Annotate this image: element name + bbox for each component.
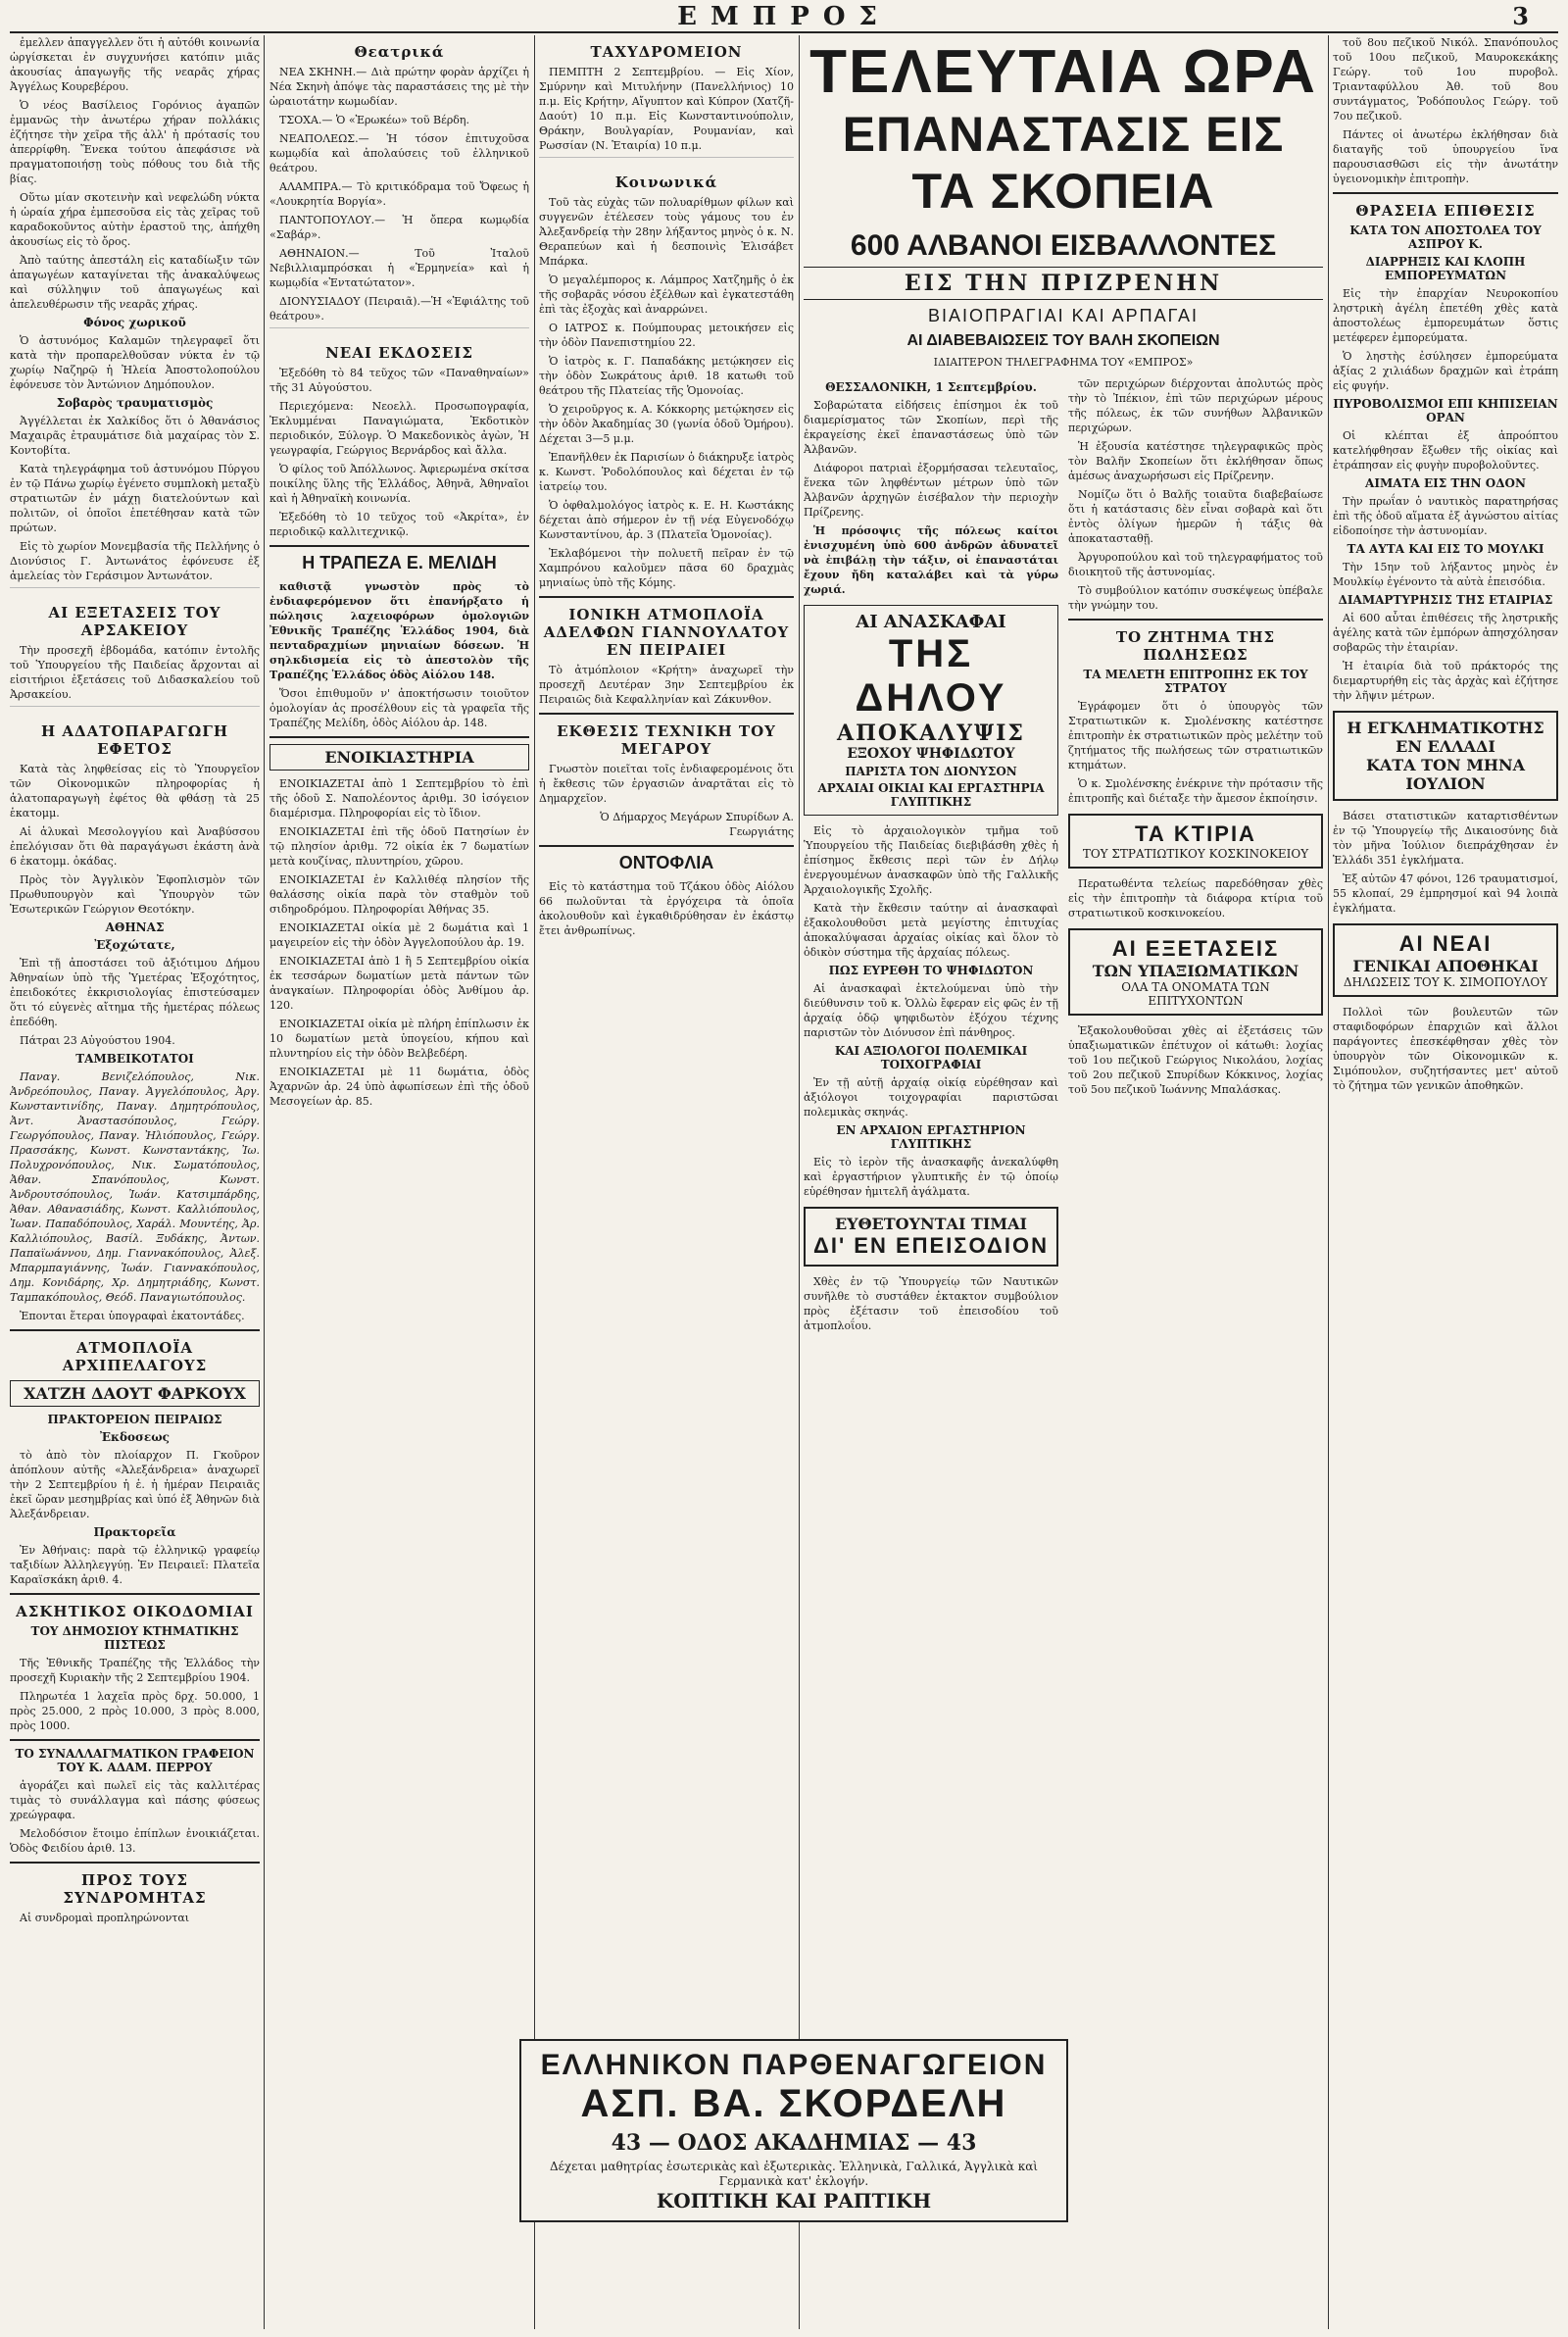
column-1 (10, 35, 260, 2329)
divider (539, 157, 794, 166)
exams-subheading: ΟΛΑ ΤΑ ΟΝΟΜΑΤΑ ΤΩΝ ΕΠΙΤΥΧΟΝΤΩΝ (1121, 980, 1270, 1008)
rental-ad: ΕΝΟΙΚΙΑΖΕΤΑΙ ἀπὸ 1 Σεπτεμβρίου τὸ ἐπὶ τῆς ὁδοῦ Σ. Ναπολέοντος ἀριθμ. 30 ἰσόγειον διαμέρισμα. Πληροφορίαι εἰς τὸ ἴδιον. (270, 777, 529, 820)
school-ad-text: Δέχεται μαθητρίας ἐσωτερικὰς καὶ ἐξωτερικὰς. Ἑλληνικὰ, Γαλλικά, Ἀγγλικὰ καὶ Γερμανικὰ κατ' ἐκλογήν. (549, 2160, 1039, 2188)
article-text: Κατὰ τηλεγράφημα τοῦ ἀστυνόμου Πύργου ἐν τῷ Πάνω χωρίῳ ἐγένετο συμπλοκὴ μεταξὺ στρατιωτῶν ἐν μάχῃ διατελούντων καὶ πολιτῶν, οἱ ὁποῖοι ἐπετέθησαν κατὰ τῶν πρώτων. (10, 463, 260, 534)
rental-ad: ΕΝΟΙΚΙΑΖΕΤΑΙ μὲ 11 δωμάτια, ὁδὸς Ἀχαρνῶν ἀρ. 24 ὑπὸ ἀφωπίσεων ἐπὶ τῆς ὁδοῦ Μεσογείων ἀρ. 85. (270, 1066, 529, 1108)
article-heading: ΤΑ ΑΥΤΑ ΚΑΙ ΕΙΣ ΤΟ ΜΟΥΛΚΙ (1347, 542, 1544, 556)
article-text: Ὁ χειροῦργος κ. Α. Κόκκορης μετῴκησεν εἰς τὴν ὁδὸν Ἀκαδημίας 30 (γωνία ὁδοῦ Ὁμήρου). Δέχεται 3—5 μ.μ. (539, 403, 794, 445)
page-number: 3 (1512, 2, 1529, 30)
article-text: Τοῦ τὰς εὐχὰς τῶν πολυαρίθμων φίλων καὶ συγγενῶν ἐτέλεσεν τοὺς γάμους του ἐν Ἀλεξανδρείᾳ τὴν 28ην λήξαντος μηνὸς ὁ κ. Ν. Θεραπεύων καὶ ἡ δεσποινὶς Ἑλισάβετ Μπάρκα. (539, 196, 794, 268)
rentals-heading: ΕΝΟΙΚΙΑΣΤΗΡΙΑ (270, 744, 529, 771)
article-text: Ὁ μεγαλέμπορος κ. Λάμπρος Χατζημῆς ὁ ἐκ τῆς σοβαρᾶς νόσου ἐξέλθων καὶ ἐγκατεστάθη ἐπὶ τὰς ἐξοχὰς καὶ ἀναρρώνει. (539, 273, 794, 316)
article-text: Ὁ ληστὴς ἐσύλησεν ἐμπορεύματα ἀξίας 2 χιλιάδων δραχμῶν καὶ ἐτράπη εἰς φυγήν. (1333, 350, 1558, 392)
article-text: Ἐν τῇ αὐτῇ ἀρχαίᾳ οἰκίᾳ εὑρέθησαν καὶ ἀξιόλογοι τοιχογραφίαι παριστῶσαι πολεμικὰς σκηνάς. (804, 1076, 1058, 1119)
article-text: Βάσει στατιστικῶν καταρτισθέντων ἐν τῷ Ὑπουργείῳ τῆς Δικαιοσύνης διὰ τὸν μῆνα Ἰούλιον διεπράχθησαν ἐν Ἑλλάδι 351 ἐγκλήματα. (1333, 810, 1558, 867)
delos-heading-6: ΑΡΧΑΙΑΙ ΟΙΚΙΑΙ ΚΑΙ ΕΡΓΑΣΤΗΡΙΑ ΓΛΥΠΤΙΚΗΣ (817, 781, 1045, 809)
signatory-list: Παναγ. Βενιζελόπουλος, Νικ. Ἀνδρεόπουλος, Παναγ. Ἀγγελόπουλος, Ἀργ. Κωνσταντινίδης, Παναγ. Δημητρόπουλος, Ἀντ. Ἀναστασόπουλος, Γεώργ. Γεωργόπουλος, Παναγ. Ἠλιόπουλος, Γεώργ. Πρασσάκης, Κωνστ. Κωνσταντάκης, Ἰω. Πολυχρονόπουλος, Νικ. Σωματόπουλος, Ἀθαν. Σπανόπουλος, Κωνστ. Ἀνδρουτσόπουλος, Ἰωάν. Κατσιμπάρδης, Ἀθαν. Αθανασιάδης, Κωνστ. Καλλιόπουλος, Ἰωαν. Παπαδόπουλος, Χαράλ. Μουντέης, Ἀρ. Καλλιόπουλος, Βασίλ. Ξυδάκης, Ἀντων. Παπαϊωάννου, Δημ. Γιαννακόπουλος, Ἀλεξ. Μπαρμπαγιάννης, Ἰωάν. Γιαννακόπουλος, Δημ. Κονιδάρης, Χρ. Δημητριάδης, Κωνστ. Ταμπακόπουλος, Θεόδ. Παναγιωτόπουλος. (10, 1070, 260, 1304)
warehouses-heading: ΑΙ ΝΕΑΙ (1398, 931, 1493, 956)
divider (539, 845, 794, 847)
exams-heading-2: ΤΩΝ ΥΠΑΞΙΩΜΑΤΙΚΩΝ (1092, 962, 1299, 980)
ad-subheading: ΠΡΑΚΤΟΡΕΙΟΝ ΠΕΙΡΑΙΩΣ (47, 1413, 222, 1426)
ad-text: καθιστᾷ γνωστὸν πρὸς τὸ ἐνδιαφερόμενον ὅτι ἐπανήρξατο ἡ πώλησις λαχειοφόρων ὁμολογιῶν Ἐθνικῆς Τραπέζης Ἑλλάδος 1904, διὰ πενταδραχμίων μηνιαίων δόσεων. Ἡ σηλκδισμεία εἰς τὸ ἀπεστολὸν τῆς Τραπέζης Ἑλλάδος ὁδὸς Αἰόλου 148. (270, 580, 529, 681)
section-heading-post: ΤΑΧΥΔΡΟΜΕΙΟΝ (590, 43, 743, 61)
ad-text: Ὅσοι ἐπιθυμοῦν ν' ἀποκτήσωσιν τοιοῦτον ὁμολογίαν ἀς προσέλθουν εἰς τὰ γραφεῖα τῆς Τραπέζης Μελίδη, ὁδὸς Αἰόλου ἀρ. 148. (270, 687, 529, 729)
article-heading: ΔΙΑΜΑΡΤΥΡΗΣΙΣ ΤΗΣ ΕΤΑΙΡΙΑΣ (1338, 593, 1553, 607)
rental-ad: ΕΝΟΙΚΙΑΖΕΤΑΙ ἀπὸ 1 ἢ 5 Σεπτεμβρίου οἰκία ἐκ τεσσάρων δωματίων μετὰ πάντων τῶν ἀναγκαίων. Πληροφορίαι ὁδὸς Ἀνθίμου ἀρ. 120. (270, 955, 529, 1012)
lead-subheadline-3: ΒΙΑΙΟΠΡΑΓΙΑΙ ΚΑΙ ΑΡΠΑΓΑΙ (928, 306, 1199, 325)
article-subheading: ΤΑ ΜΕΛΕΤΗ ΕΠΙΤΡΟΠΗΣ ΕΚ ΤΟΥ ΣΤΡΑΤΟΥ (1083, 668, 1308, 695)
article-text: Αἱ ἀνασκαφαὶ ἐκτελούμεναι ὑπὸ τὴν διεύθυνσιν τοῦ κ. Ὁλλὼ ἔφεραν εἰς φῶς ἐν τῇ ἀρχαίᾳ ὁδῷ ψηφιδωτὸν ἐξόχου τέχνης παριστῶν τὸν Διόνυσον ἐπὶ πάνθηρος. (804, 982, 1058, 1039)
article-text: Ἐξεδόθη τὸ 84 τεῦχος τῶν «Παναθηναίων» τῆς 31 Αὐγούστου. (270, 367, 529, 394)
column-rule (534, 35, 535, 2329)
lead-headline-2: ΕΠΑΝΑΣΤΑΣΙΣ ΕΙΣ ΤΑ ΣΚΟΠΕΙΑ (842, 107, 1285, 219)
divider (10, 587, 260, 596)
article-heading: ΠΥΡΟΒΟΛΙΣΜΟΙ ΕΠΙ ΚΗΠΙΣΕΙΑΝ ΟΡΑΝ (1333, 397, 1558, 424)
article-text: ΤΣΟΧΑ.— Ὁ «Ἐρωκέω» τοῦ Βέρδη. (279, 114, 470, 126)
buildings-subheading: ΤΟΥ ΣΤΡΑΤΙΩΤΙΚΟΥ ΚΟΣΚΙΝΟΚΕΙΟΥ (1082, 847, 1309, 861)
ad-heading: ΠΡΟΣ ΤΟΥΣ ΣΥΝΔΡΟΜΗΤΑΣ (63, 1871, 207, 1907)
bank-ad-heading: Η ΤΡΑΠΕΖΑ Ε. ΜΕΛΙΔΗ (302, 553, 497, 572)
ad-heading: ΧΑΤΖΗ ΔΑΟΥΤ ΦΑΡΚΟΥΧ (10, 1380, 260, 1407)
article-heading: Η ΑΔΑΤΟΠΑΡΑΓΩΓΗ ΕΦΕΤΟΣ (40, 722, 229, 758)
divider (10, 1329, 260, 1331)
sub-column-right (1068, 376, 1323, 1337)
article-heading: ΕΝ ΑΡΧΑΙΟΝ ΕΡΓΑΣΤΗΡΙΟΝ ΓΛΥΠΤΙΚΗΣ (836, 1123, 1026, 1151)
newspaper-title: ΕΜΠΡΟΣ (677, 2, 891, 31)
article-text: Πρὸς τὸν Ἀγγλικὸν Ἐφοπλισμὸν τῶν Πρωθυπουργὸν καὶ Ὑπουργὸν τῶν Ἐσωτερικῶν Γεώργιον Θεοτόκην. (10, 873, 260, 916)
article-text: Ἡ ἐξουσία κατέστησε τηλεγραφικῶς πρὸς τὸν Βαλῆν Σκοπείων ὅτι ἐκλήθησαν ὅπως ἀμέσως ἀναχωρήσωσι εἰς Πρίζρενην. (1068, 440, 1323, 482)
ad-heading: ΙΟΝΙΚΗ ΑΤΜΟΠΛΟΪΑ ΑΔΕΛΦΩΝ ΓΙΑΝΝΟΥΛΑΤΟΥ ΕΝ ΠΕΙΡΑΙΕΙ (543, 606, 790, 659)
ad-heading: ΕΚΘΕΣΙΣ ΤΕΧΝΙΚΗ ΤΟΥ ΜΕΓΑΡΟΥ (557, 722, 776, 758)
article-text: Ὁ ὀφθαλμολόγος ἰατρὸς κ. Ε. Η. Κωστάκης δέχεται ἀπὸ σήμερον ἐν τῇ νέᾳ Εὐγενοδόχῳ Κωνσταντίνου, ἀρ. 3 (Πλατεῖα Ὁμονοίας). (539, 499, 794, 541)
article-text: Ο ΙΑΤΡΟΣ κ. Πούμπουρας μετοικήσεν εἰς τὴν ὁδὸν Πανεπιστημίου 22. (539, 322, 794, 349)
article-text: ΠΕΜΠΤΗ 2 Σεπτεμβρίου. — Εἰς Χίον, Σμύρνην καὶ Μιτυλήνην (Πανελλήνιος) 10 π.μ. Εἰς Κρήτην, Αἴγυπτον καὶ Κύπρον (Χατζῆ-Δαούτ) 10 π.μ. Εἰς Κωνσταντινούπολιν, Θράκην, Βουλγαρίαν, Ρουμανίαν, καὶ Ρωσσίαν (Ν. Ἑταιρία) 10 π.μ. (539, 66, 794, 152)
divider (10, 1739, 260, 1741)
article-text: Οὕτω μίαν σκοτεινὴν καὶ νεφελώδη νύκτα ἡ ὡραία χήρα ἐμπεσοῦσα εἰς τὰς χεῖρας τοῦ καραδοκοῦντος αὐτὴν ἐραστοῦ της, ἀπήχθη ἀκουσίως εἰς τὸ ὄρος. (10, 191, 260, 248)
article-text: Ἐξακολουθοῦσαι χθὲς αἱ ἐξετάσεις τῶν ὑπαξιωματικῶν ἐπέτυχον οἱ κάτωθι: λοχίας τοῦ 1ου πεζικοῦ Γεώργιος Νικολάου, λοχίας τοῦ 2ου πεζικοῦ Σπυρίδων Κόκκινος, λοχίας τοῦ 5ου πεζικοῦ Ἰωάννης Μπαλάσκας. (1068, 1024, 1323, 1096)
article-text: τῶν περιχώρων διέρχονται ἀπολυτώς πρὸς τὴν τὸ Ἰπέκιον, ἐπὶ τῶν περιχώρων μέρους τῆς πόλεως, ἐκ τῶν συνήθων Ἀλβανικῶν περιχώρων. (1068, 377, 1323, 434)
delos-heading-3: ΑΠΟΚΑΛΥΨΙΣ (837, 721, 1025, 746)
article-text: Πολλοὶ τῶν βουλευτῶν τῶν σταφιδοφόρων ἐπαρχιῶν καὶ ἄλλοι παράγοντες ἐπεσκέφθησαν χθὲς τὸν ὑπουργὸν τῶν Οἰκονομικῶν κ. Σιμόπουλον, συζητήσαντες μετ' αὐτοῦ τὸ ζήτημα τῶν γενικῶν ἀποθηκῶν. (1333, 1006, 1558, 1092)
column-4 (804, 35, 1323, 2329)
article-text: Πάντες οἱ ἀνωτέρω ἐκλήθησαν διὰ διαταγῆς τοῦ ὑπουργείου ἵνα παρουσιασθῶσι εἰς τὴν ἀνωτάτην ὑγειονομικὴν ἐπιτροπὴν. (1333, 128, 1558, 185)
article-text: Ὁ νέος Βασίλειος Γορόνιος ἀγαπῶν ἐμμανῶς τὴν ἀνωτέρω χήραν πολλάκις ἐζήτησε τὴν χεῖρα τῆς ἀλλ' ἡ πρότασίς του ἀπερρίφθη. Ἕνεκα τούτου ἀπεφάσισε νὰ πραγματοποιήσῃ τοὺς πόθους του διὰ τῆς βίας. (10, 99, 260, 185)
divider (10, 706, 260, 715)
divider (539, 713, 794, 715)
article-text: Τὴν πρωΐαν ὁ ναυτικὸς παρατηρήσας ἐπὶ τῆς ὁδοῦ αἵματα ἐξ ἀγνώστου αἰτίας εἰδοποίησε τὴν ἀστυνομίαν. (1333, 495, 1558, 537)
section-heading-social: Κοινωνικά (614, 174, 718, 191)
article-text: Χθὲς ἐν τῷ Ὑπουργείῳ τῶν Ναυτικῶν συνῆλθε τὸ συστάθεν ἐκτακτον συμβούλιον πρὸς ἐξέτασιν τοῦ ἐπεισοδίου τοῦ ἀτμοπλοΐου. (804, 1275, 1058, 1332)
article-text: Ὁ κ. Σμολένσκης ἐνέκρινε τὴν πρότασιν τῆς ἐπιτροπῆς καὶ διέταξε τὴν ἄμεσον ἐκποίησιν. (1068, 777, 1323, 805)
article-text: Ὁ ἀστυνόμος Καλαμῶν τηλεγραφεῖ ὅτι κατὰ τὴν προπαρελθοῦσαν νύκτα ἐν τῷ χωρίῳ Ναζηρῷ ἡ Ἠλεία Ἀποστολοπούλου ἐφόνευσε τὸν Ἀντώνιον Δημόπουλον. (10, 334, 260, 391)
column-rule (799, 35, 800, 2329)
article-text: ΝΕΑ ΣΚΗΝΗ.— Διὰ πρώτην φορὰν ἀρχίζει ἡ Νέα Σκηνὴ ἀπόψε τὰς παραστάσεις της μὲ τὴν ὡραιοτάτην κωμωδίαν. (270, 66, 529, 108)
school-ad-footer: ΚΟΠΤΙΚΗ ΚΑΙ ΡΑΠΤΙΚΗ (656, 2189, 932, 2213)
article-subheading: Ἐξοχώτατε, (94, 938, 175, 952)
article-text: Διάφοροι πατριαὶ ἐξορμήσασαι τελευταῖος, ἕνεκα τῶν ληφθέντων μέτρων ὑπὸ τῶν Ἀλβανῶν ἀρχηγῶν ἐισέβαλον τὴν περιοχὴν Πρίζρενης. (804, 462, 1058, 519)
article-text: Ὁ φίλος τοῦ Ἀπόλλωνος. Ἀφιερωμένα σκίτσα ποικίλης ὕλης τῆς Ἑλλάδος, Ἀθηνᾶ, Ἀθηναῖοι καὶ ἡ Ἀθηναϊκὴ κοινωνία. (270, 463, 529, 505)
crime-heading: Η ΕΓΚΛΗΜΑΤΙΚΟΤΗΣ ΕΝ ΕΛΛΑΔΙ (1347, 719, 1544, 756)
ad-text: Τὸ ἀτμόπλοιον «Κρήτη» ἀναχωρεῖ τὴν προσεχῆ Δευτέραν 3ην Σεπτεμβρίου ἐκ Πειραιῶς διὰ Κεφαλληνίαν καὶ Ζάκυνθον. (539, 664, 794, 706)
exams-heading: ΑΙ ΕΞΕΤΑΣΕΙΣ (1111, 936, 1280, 961)
column-5 (1333, 35, 1558, 2329)
article-text: Τὴν 15ην τοῦ λήξαντος μηνὸς ἐν Μουλκίῳ ἐγένοντο τὰ αὐτὰ ἐπεισόδια. (1333, 561, 1558, 588)
divider (539, 596, 794, 598)
rental-ad: ΕΝΟΙΚΙΑΖΕΤΑΙ οἰκία μὲ 2 δωμάτια καὶ 1 μαγειρείον εἰς τὴν ὁδὸν Ἀγγελοπούλου ἀρ. 19. (270, 921, 529, 949)
ad-text: ἀγοράζει καὶ πωλεῖ εἰς τὰς καλλιτέρας τιμὰς τὸ συνάλλαγμα καὶ πάσης φύσεως χρεώγραφα. (10, 1779, 260, 1821)
ad-heading: ΟΝΤΟΦΛΙΑ (618, 853, 714, 872)
sub-column-left (804, 376, 1058, 1337)
article-text: Ἀγγέλλεται ἐκ Χαλκίδος ὅτι ὁ Ἀθανάσιος Μαχαιρᾶς ἐτραυμάτισε διὰ μαχαίρας τὸν Σ. Κοντοβίτα. (10, 415, 260, 457)
article-text: Ἐκλαβόμενοι τὴν πολυετῆ πεῖραν ἐν τῷ Χαμπρόνου καλοῦμεν πᾶσα 60 δραχμὰς μηνιαίως ὑπὸ τῆς Κόμης. (539, 547, 794, 589)
article-heading: ΑΘΗΝΑΣ (105, 920, 165, 934)
ad-text: Εἰς τὸ κατάστημα τοῦ Τζάκου ὁδὸς Αἰόλου 66 πωλοῦνται τὰ ἐργόχειρα τὰ ὁποῖα ἀκολουθοῦν καὶ ἐγκαθιδρύθησαν ἐν ἑκάστῳ ἔτει ἀνθρωπίνως. (539, 880, 794, 937)
episode-story-header (804, 1207, 1058, 1267)
article-text: Οἱ κλέπται ἐξ ἀπροόπτου κατελήφθησαν ἔξωθεν τῆς οἰκίας καὶ ἐτράπησαν εἰς φυγὴν πυροβολοῦντες. (1333, 429, 1558, 472)
article-heading: Φόνος χωρικοῦ (83, 316, 186, 329)
rental-ad: ΕΝΟΙΚΙΑΖΕΤΑΙ ἐν Καλλιθέᾳ πλησίον τῆς θαλάσσης οἰκία παρὰ τὸν σταθμὸν τοῦ σιδηροδρόμου. Πληροφορίαι Ἀθήνας 35. (270, 873, 529, 916)
article-text: Ὁ ἰατρὸς κ. Γ. Παπαδάκης μετῴκησεν εἰς τὴν ὁδὸν Σωκράτους ἀριθ. 18 κατωθι τοῦ θεάτρου τῆς Πλατείας τῆς Ὁμονοίας. (539, 355, 794, 397)
delos-heading-4: ΕΞΟΧΟΥ ΨΗΦΙΔΩΤΟΥ (847, 746, 1015, 762)
lead-story-body (804, 376, 1323, 1337)
newspaper-page (10, 0, 1558, 2337)
masthead (10, 0, 1558, 33)
rental-ad: ΕΝΟΙΚΙΑΖΕΤΑΙ ἐπὶ τῆς ὁδοῦ Πατησίων ἐν τῷ πλησίον ἀριθμ. 72 οἰκία ἐκ 7 δωματίων μετὰ κουζίνας, πλυντηρίου, χῶρου. (270, 825, 529, 868)
article-text: Αἱ ἁλυκαὶ Μεσολογγίου καὶ Ἀναβύσσου ἐπελόγισαν ὅτι θὰ παραγάγωσι ἑκάστη ἀνὰ 6 ἑκατομμ. ὀκάδας. (10, 825, 260, 868)
ad-text: Ἐν Ἀθήναις: παρὰ τῷ ἑλληνικῷ γραφείῳ ταξιδίων Ἀλληλεγγύῃ. Ἐν Πειραιεῖ: Πλατεῖα Καραϊσκάκη ἀριθ. 4. (10, 1544, 260, 1586)
article-text: Νομίζω ὅτι ὁ Βαλῆς τοιαῦτα διαβεβαίωσε ὅτι ἡ κατάστασις δὲν εἶναι σοβαρὰ καὶ ὅτι ἐντὸς ὀλίγων ἡμερῶν ἡ τάξις θὰ ἀποκατασταθῇ. (1068, 488, 1323, 545)
buildings-heading: ΤΑ ΚΤΙΡΙΑ (1135, 821, 1256, 846)
article-heading: ΑΙ ΕΞΕΤΑΣΕΙΣ ΤΟΥ ΑΡΣΑΚΕΙΟΥ (48, 604, 221, 639)
episode-heading-2: ΔΙ' ΕΝ ΕΠΕΙΣΟΔΙΟΝ (813, 1233, 1049, 1258)
section-heading-new-editions: ΝΕΑΙ ΕΚΔΟΣΕΙΣ (325, 344, 473, 362)
lead-headline: ΤΕΛΕΥΤΑΙΑ ΩΡΑ (809, 38, 1317, 106)
article-text: Ἐπὶ τῇ ἀποστάσει τοῦ ἀξιότιμου Δήμου Ἀθηναίων ὑπὸ τῆς Ὑμετέρας Ἐξοχότητος, ἐπειδοκότες ἐκκρισιολογίας ἐπιστεύσαμεν ὅτι τό εὐγενὲς αἴτημα τῆς ἡμετέρας πόλεως ἐπεδόθη. (10, 957, 260, 1028)
article-text: Σοβαρώτατα εἰδήσεις ἐπίσημοι ἐκ τοῦ διαμερίσματος τῶν Σκοπίων, περὶ τῆς ἐκραγείσης ἐκεῖ ἐπαναστάσεως ὑπὸ τῶν Ἀλβανῶν. (804, 399, 1058, 456)
buildings-story-header (1068, 814, 1323, 869)
lead-subheadline-2: ΕΙΣ ΤΗΝ ΠΡΙΖΡΕΝΗΝ (804, 267, 1323, 300)
warehouses-story-header (1333, 923, 1558, 997)
school-ad-title: ΕΛΛΗΝΙΚΟΝ ΠΑΡΘΕΝΑΓΩΓΕΙΟΝ (540, 2049, 1048, 2081)
ad-subheading: Ἐκδοσεως (100, 1430, 170, 1444)
delos-heading-1: ΑΙ ΑΝΑΣΚΑΦΑΙ (856, 612, 1006, 632)
article-text: ΔΙΟΝΥΣΙΑΔΟΥ (Πειραιᾶ).—Ἡ «Ἐφιάλτης τοῦ θεάτρου». (270, 295, 529, 323)
article-text: Ἐξεδόθη τὸ 10 τεῦχος τοῦ «Ἀκρίτα», ἐν περιοδικῷ καλλιτεχνικῷ. (270, 511, 529, 538)
article-text: Πάτραι 23 Αὐγούστου 1904. (20, 1034, 175, 1047)
section-heading-theatre: Θεατρικά (354, 43, 445, 61)
ad-text: Τῆς Ἐθνικῆς Τραπέζης τῆς Ἑλλάδος τὴν προσεχῆ Κυριακὴν τῆς 2 Σεπτεμβρίου 1904. (10, 1657, 260, 1684)
rental-ad: ΕΝΟΙΚΙΑΖΕΤΑΙ οἰκία μὲ πλήρη ἐπίπλωσιν ἐκ 10 δωματίων μετὰ ὑπογείου, κήπου καὶ πλυντηρίου εἰς τὴν ὁδὸν Βελβεδέρη. (270, 1018, 529, 1060)
lead-subheadline-4: ΑΙ ΔΙΑΒΕΒΑΙΩΣΕΙΣ ΤΟΥ ΒΑΛΗ ΣΚΟΠΕΙΩΝ (906, 332, 1220, 349)
divider (270, 736, 529, 738)
lead-subheadline: 600 ΑΛΒΑΝΟΙ ΕΙΣΒΑΛΛΟΝΤΕΣ (850, 229, 1277, 262)
school-ad-name: ΑΣΠ. ΒΑ. ΣΚΟΡΔΕΛΗ (580, 2082, 1007, 2125)
article-heading: ΚΑΙ ΑΞΙΟΛΟΓΟΙ ΠΟΛΕΜΙΚΑΙ ΤΟΙΧΟΓΡΑΦΙΑΙ (834, 1044, 1028, 1071)
article-text: Εἰς τὸ ἀρχαιολογικὸν τμῆμα τοῦ Ὑπουργείου τῆς Παιδείας διεβιβάσθη χθὲς ἡ ἐπίσημος ἔκθεσις περὶ τῶν ἐν Δήλῳ ἐνεργουμένων ἀνασκαφῶν ὑπὸ τῆς Γαλλικῆς Ἀρχαιολογικῆς Σχολῆς. (804, 824, 1058, 896)
ad-subheading: ΤΟΥ ΔΗΜΟΣΙΟΥ ΚΤΗΜΑΤΙΚΗΣ ΠΙΣΤΕΩΣ (30, 1624, 239, 1652)
column-2 (270, 35, 529, 2329)
ad-text: Αἱ συνδρομαὶ προπληρώνονται (20, 1912, 190, 1924)
article-text: Κατὰ τὰς ληφθείσας εἰς τὸ Ὑπουργεῖον τῶν Οἰκονομικῶν πληροφορίας ἡ ἁλατοπαραγωγὴ ἐφέτος θὰ φθάσῃ τὰ 25 ἑκατομμ. (10, 763, 260, 820)
article-text: Ἀπὸ ταύτης ἀπεστάλη εἰς καταδίωξιν τῶν ἁπαγωγέων καταγίνεται τῆς ἀνακαλύψεως καὶ σύλληψιν τοῦ ἁπαγωγέως καὶ ἀπελευθέρωσιν τῆς νεαρᾶς χήρας. (10, 254, 260, 311)
school-advertisement (519, 2039, 1068, 2222)
divider (270, 545, 529, 547)
article-text: Εἰς τὸ χωρίον Μονεμβασία τῆς Πελλήνης ὁ Διονύσιος Γ. Ἀντωνάτος ἐφόνευσε ἐξ ἀμελείας τὸν Γεράσιμον Ἀντωνάτον. (10, 540, 260, 582)
article-text: Τὸ συμβούλιον κατόπιν συσκέψεως ὑπέβαλε τὴν γνώμην του. (1068, 584, 1323, 612)
article-text: Ἡ πρόσοψις τῆς πόλεως καίτοι ἐνισχυμένη ὑπὸ 600 ἀνδρῶν ἀδυνατεῖ νὰ ἐπιβάλῃ τὴν τάξιν, οἱ ἐπαναστάται ἔχουν ἤδη καταλάβει καὶ τὰ γύρω χωριά. (804, 524, 1058, 596)
article-text: τοῦ 8ου πεζικοῦ Νικόλ. Σπανόπουλος τοῦ 10ου πεζικοῦ, Μαυροκεκάκης Γεώργ. τοῦ 1ου πυροβολ. Τριανταφύλλου Ἀθ. τοῦ 8ου συντάγματος, Ῥοδόπουλος Γεώργ. τοῦ 7ου πεζικοῦ. (1333, 36, 1558, 123)
article-text: Περατωθέντα τελείως παρεδόθησαν χθὲς εἰς τὴν ἐπιτροπὴν τὰ διάφορα κτίρια τοῦ στρατιωτικοῦ κοσκινοκείου. (1068, 877, 1323, 920)
episode-heading: ΕΥΘΕΤΟΥΝΤΑΙ ΤΙΜΑΙ (834, 1215, 1027, 1233)
delos-heading-5: ΠΑΡΙΣΤΑ ΤΟΝ ΔΙΟΝΥΣΟΝ (845, 765, 1017, 778)
article-text: Ἐγράφομεν ὅτι ὁ ὑπουργὸς τῶν Στρατιωτικῶν κ. Σμολένσκης κατέστησε ἐπιτροπὴν ἐκ στρατιωτικῶν πρὸς μελέτην τοῦ ζητήματος τῆς πωλήσεως τῶν στρατιωτικῶν κτημάτων. (1068, 700, 1323, 771)
ad-subheading: Πρακτορεῖα (93, 1525, 176, 1539)
ad-heading: ΑΤΜΟΠΛΟΪΑ ΑΡΧΙΠΕΛΑΓΟΥΣ (62, 1339, 208, 1374)
dateline: ΘΕΣΣΑΛΟΝΙΚΗ, 1 Σεπτεμβρίου. (825, 380, 1037, 394)
article-text: Ἐπανῆλθεν ἐκ Παρισίων ὁ διάκηρυξε ἰατρὸς κ. Κωνστ. Ῥοδολόπουλος καὶ δέχεται ἐν τῷ ἰατρείῳ του. (539, 451, 794, 493)
article-text: Ἐξ αὐτῶν 47 φόνοι, 126 τραυματισμοί, 55 κλοπαί, 29 ἐμπρησμοί καὶ 94 λοιπὰ ἐγκλήματα. (1333, 872, 1558, 915)
divider (10, 1593, 260, 1595)
article-text: Ἐπονται ἕτεραι ὑπογραφαὶ ἑκατοντάδες. (20, 1310, 245, 1322)
warehouses-subheading: ΔΗΛΩΣΕΙΣ ΤΟΥ Κ. ΣΙΜΟΠΟΥΛΟΥ (1343, 975, 1548, 989)
article-text: Αἱ 600 αὗται ἐπιθέσεις τῆς ληστρικῆς ἀγέλης κατὰ τῶν ἐμπόρων ἀπησχόλησαν σοβαρῶς τὴν ἐταιρίαν. (1333, 612, 1558, 654)
article-text: ΠΑΝΤΟΠΟΥΛΟΥ.— Ἡ ὄπερα κωμῳδία «Σαβάρ». (270, 214, 529, 241)
article-subheading: ΚΑΤΑ ΤΟΝ ΑΠΟΣΤΟΛΕΑ ΤΟΥ ΑΣΠΡΟΥ Κ. (1349, 224, 1542, 251)
ad-heading: ΤΟ ΣΥΝΑΛΛΑΓΜΑΤΙΚΟΝ ΓΡΑΦΕΙΟΝ ΤΟΥ Κ. ΑΔΑΜ. ΠΕΡΡΟΥ (15, 1747, 255, 1774)
article-heading: ΠΩΣ ΕΥΡΕΘΗ ΤΟ ΨΗΦΙΔΩΤΟΝ (828, 964, 1034, 977)
divider (1068, 619, 1323, 621)
article-subheading: ΔΙΑΡΡΗΞΙΣ ΚΑΙ ΚΛΟΠΗ ΕΜΠΟΡΕΥΜΑΤΩΝ (1365, 255, 1526, 282)
article-heading: ΤΟ ΖΗΤΗΜΑ ΤΗΣ ΠΩΛΗΣΕΩΣ (1115, 628, 1276, 664)
divider (270, 327, 529, 336)
lead-dateline: ΙΔΙΑΙΤΕΡΟΝ ΤΗΛΕΓΡΑΦΗΜΑ ΤΟΥ «ΕΜΠΡΟΣ» (933, 356, 1194, 369)
article-text: Εἰς τὴν ἐπαρχίαν Νευροκοπίου ληστρικὴ ἀγέλη ἐπετέθη χθὲς κατὰ ἀποστολέως ἐμπορευμάτων ὅστις μετέφερεν ἐμπορεύματα. (1333, 287, 1558, 344)
column-rule (1328, 35, 1329, 2329)
delos-heading-2: ΤΗΣ ΔΗΛΟΥ (855, 632, 1007, 720)
article-heading: ΑΙΜΑΤΑ ΕΙΣ ΤΗΝ ΟΔΟΝ (1365, 476, 1526, 490)
ad-text: Ὁ Δήμαρχος Μεγάρων Σπυρίδων Α. Γεωργιάτης (600, 811, 794, 838)
lead-story-header (804, 39, 1323, 369)
ad-text: τὸ ἀπὸ τὸν πλοίαρχον Π. Γκοῦρον ἀπόπλουν αὐτῆς «Ἀλεξάνδρεια» ἀναχωρεῖ τὴν 2 Σεπτεμβρίου ἡ ἑ. ἡ ἡμέραν Πειραιᾶς ἐκεῖ ὥραν μεσημβρίας καὶ ὑπό ἐξ Ἀθηνῶν διὰ Ἀλεξάνδρειαν. (10, 1449, 260, 1520)
delos-story-header (804, 605, 1058, 816)
warehouses-heading-2: ΓΕΝΙΚΑΙ ΑΠΟΘΗΚΑΙ (1352, 957, 1539, 975)
article-heading: ΘΡΑΣΕΙΑ ΕΠΙΘΕΣΙΣ (1355, 202, 1536, 220)
school-ad-address: 43 — ΟΔΟΣ ΑΚΑΔΗΜΙΑΣ — 43 (611, 2130, 977, 2156)
article-heading: Σοβαρὸς τραυματισμὸς (56, 396, 214, 410)
article-text: Κατὰ τὴν ἔκθεσιν ταύτην αἱ ἀνασκαφαὶ ἐξακολουθοῦσι μετὰ μεγίστης ἐπιτυχίας ἀποκαλύψασαι ἀρχαίας οἰκίας καὶ ὅλον τὸ ὁδικὸν σύστημα τῆς ἀρχαίας πόλεως. (804, 902, 1058, 959)
article-text: ΑΘΗΝΑΙΟΝ.— Τοῦ Ἰταλοῦ Νεβιλλιαμπρόσκαι ἡ «Ἐρμηνεία» καὶ ἡ κωμῳδία «Ἐντατώτατον». (270, 247, 529, 289)
crime-heading-2: ΚΑΤΑ ΤΟΝ ΜΗΝΑ ΙΟΥΛΙΟΝ (1365, 756, 1526, 793)
column-rule (264, 35, 265, 2329)
article-text: Ἡ ἐταιρία διὰ τοῦ πράκτορός της διεμαρτυρήθη εἰς τὰς ἀρχὰς καὶ ἐζήτησε τὴν λῆψιν μέτρων. (1333, 660, 1558, 702)
article-heading: ΤΑΜΒΕΙΚΟΤΑΤΟΙ (75, 1052, 194, 1066)
article-text: Εἰς τὸ ἱερὸν τῆς ἀνασκαφῆς ἀνεκαλύφθη καὶ ἐργαστήριον γλυπτικῆς ἐν τῷ ὁποίῳ εὑρέθησαν ἡμιτελῆ ἀγάλματα. (804, 1156, 1058, 1198)
ad-heading: ΑΣΚΗΤΙΚΟΣ ΟΙΚΟΔΟΜΙΑΙ (16, 1603, 254, 1620)
exams-story-header (1068, 928, 1323, 1016)
article-text: ΑΛΑΜΠΡΑ.— Τὸ κριτικόδραμα τοῦ Ὄφεως ἡ «Λουκρητία Βοργία». (270, 180, 529, 208)
divider (10, 1862, 260, 1864)
article-text: Ἀργυροπούλου καὶ τοῦ τηλεγραφήματος τοῦ διοικητοῦ τῆς ἀστυνομίας. (1068, 551, 1323, 578)
crime-story-header (1333, 711, 1558, 801)
column-3 (539, 35, 794, 2329)
ad-text: Πληρωτέα 1 λαχεῖα πρὸς δρχ. 50.000, 1 πρὸς 25.000, 2 πρὸς 10.000, 3 πρὸς 8.000, πρὸς 1000. (10, 1690, 260, 1732)
article-text: ΝΕΑΠΟΛΕΩΣ.— Ἡ τόσον ἐπιτυχοῦσα κωμῳδία καὶ ἀπολαύσεις τοῦ ἐλληνικοῦ θεάτρου. (270, 132, 529, 174)
divider (1333, 192, 1558, 194)
ad-text: Μελοδόσιον ἔτοιμο ἐπίπλων ἐνοικιάζεται. Ὁδὸς Φειδίου ἀριθ. 13. (10, 1827, 260, 1855)
ad-text: Γνωστὸν ποιεῖται τοῖς ἐνδιαφερομένοις ὅτι ἡ ἔκθεσις τῶν ἐργασιῶν ἀναρτᾶται εἰς τὸ Δημαρχεῖον. (539, 763, 794, 805)
article-text: Τὴν προσεχῆ ἑβδομάδα, κατόπιν ἐντολῆς τοῦ Ὑπουργείου τῆς Παιδείας ἄρχονται αἱ εἰσιτήριοι ἐξετάσεις τοῦ Διδασκαλείου τοῦ Ἀρσακείου. (10, 644, 260, 701)
article-text: Περιεχόμενα: Νεοελλ. Προσωπογραφία, Ἐκλυμμέναι Παναγιώματα, Ἐκδοτικὸν περιοδικόν, Ξύλογρ. Ὁ Μακεδονικὸς ἀγὼν, Ἡ γεωγραφία, Γεώργιος Βερνάρδος καὶ ἄλλα. (270, 400, 529, 457)
article-text: ἐμελλεν ἀπαγγελλεν ὅτι ἡ αὐτόθι κοινωνία ὡργίσκεται ἐν συγχυνήσει κατόπιν μιᾶς ἀκουσίας ἁπαγωγῆς τῆς νεαρᾶς χήρας Ἀγγέλως Κουρεβέρου. (10, 36, 260, 93)
